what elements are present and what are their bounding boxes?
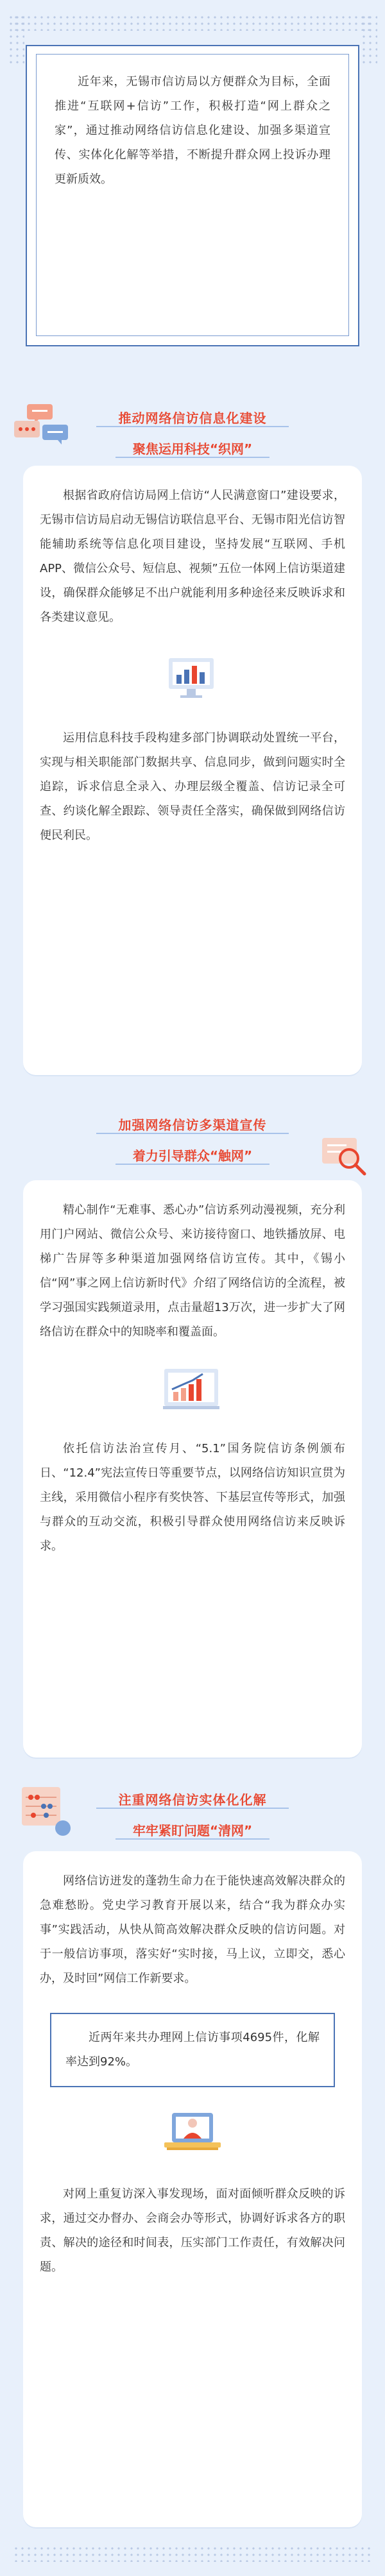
section1-card bbox=[23, 466, 362, 1075]
section1-title: 推动网络信访信息化建设 bbox=[118, 411, 267, 426]
speech-bubbles-icon bbox=[13, 403, 71, 454]
section3-para1: 网络信访迸发的蓬勃生命力在于能快速高效解决群众的急难愁盼。党史学习教育开展以来，结合“我为群众办实事”实践活动，从快从简高效解决群众反映的信访问题。对于一般信访事项，落实好“实时接，马上议，立即交，悉心办，及时回”网信工作新要求。 bbox=[40, 1874, 345, 1985]
abacus-icon bbox=[18, 1783, 76, 1841]
section2-para1: 精心制作“无难事、悉心办”信访系列动漫视频，充分利用门户网站、微信公众号、来访接待窗口、地铁播放屏、电梯广告屏等多种渠道加强网络信访宣传。其中，《锡小信“网”事之网上信访新时代》介绍了网络信访的全流程，被学习强国实践频道录用，点击量超13万次，进一步扩大了网络信访在群众中的知晓率和覆盖面。 bbox=[40, 1203, 345, 1339]
top-dots-decoration bbox=[13, 14, 372, 31]
corner-dots-right bbox=[361, 14, 377, 65]
section1-subtitle-underline bbox=[116, 457, 270, 458]
bottom-dots-decoration bbox=[13, 2545, 372, 2562]
section2-para2: 依托信访法治宣传月、“5.1”国务院信访条例颁布日、“12.4”宪法宣传日等重要节点，以网络信访知识宣贯为主线，采用微信小程序有奖快答、下基层宣传等形式，加强与群众的互动交流，积极引导群众使用网络信访来反映诉求。 bbox=[40, 1442, 345, 1553]
section1-para1: 根据省政府信访局网上信访“人民满意窗口”建设要求，无锡市信访局启动无锡信访联信息平台、无锡市阳光信访智能辅助系统等信息化项目建设，坚持发展“互联网、手机APP、微信公众号、短信息、视频”五位一体网上信访渠道建设，确保群众能够足不出户就能利用多种途径来反映诉求和各类建议意见。 bbox=[40, 489, 345, 624]
section3-title: 注重网络信访实体化化解 bbox=[118, 1792, 267, 1808]
search-magnifier-icon bbox=[320, 1135, 371, 1180]
highlight-box bbox=[50, 2013, 335, 2087]
section2-subtitle: 着力引导群众“触网” bbox=[132, 1148, 253, 1164]
intro-box bbox=[36, 54, 349, 336]
section3-subtitle-underline bbox=[116, 1838, 270, 1840]
section2-title: 加强网络信访多渠道宣传 bbox=[118, 1117, 267, 1133]
section1-subtitle: 聚焦运用科技“织网” bbox=[132, 441, 253, 457]
section1-para2: 运用信息科技手段构建多部门协调联动处置统一平台，实现与相关职能部门数据共享、信息同步，做到问题实时全追踪，诉求信息全录入、办理层级全覆盖、信访记录全可查、约谈化解全跟踪、领导责任全落实，确保做到网络信访便民利民。 bbox=[40, 731, 345, 842]
section3-title-underline bbox=[96, 1808, 289, 1809]
section2-title-underline bbox=[96, 1133, 289, 1134]
section3-para2: 对网上重复访深入事发现场，面对面倾听群众反映的诉求，通过交办督办、会商会办等形式，协调好诉求各方的职责、解决的途径和时间表，压实部门工作责任，有效解决问题。 bbox=[40, 2187, 345, 2274]
section3-subtitle: 牢牢紧盯问题“清网” bbox=[132, 1823, 253, 1838]
highlight-text: 近两年来共办理网上信访事项4695件，化解率达到92%。 bbox=[65, 2031, 320, 2069]
corner-dots-left bbox=[8, 14, 24, 65]
growth-chart-icon bbox=[160, 1364, 225, 1415]
intro-text: 近年来，无锡市信访局以方便群众为目标，全面推进“互联网+信访”工作，积极打造“网上群众之家”，通过推动网络信访信息化建设、加强多渠道宣传、实体化化解等举措，不断提升群众网上投诉办理更新质效。 bbox=[55, 75, 330, 186]
section1-title-underline bbox=[96, 426, 289, 427]
section2-subtitle-underline bbox=[116, 1164, 270, 1165]
section2-card bbox=[23, 1180, 362, 1758]
computer-data-icon bbox=[164, 652, 221, 703]
person-laptop-icon bbox=[160, 2109, 225, 2163]
section3-card bbox=[23, 1851, 362, 2527]
